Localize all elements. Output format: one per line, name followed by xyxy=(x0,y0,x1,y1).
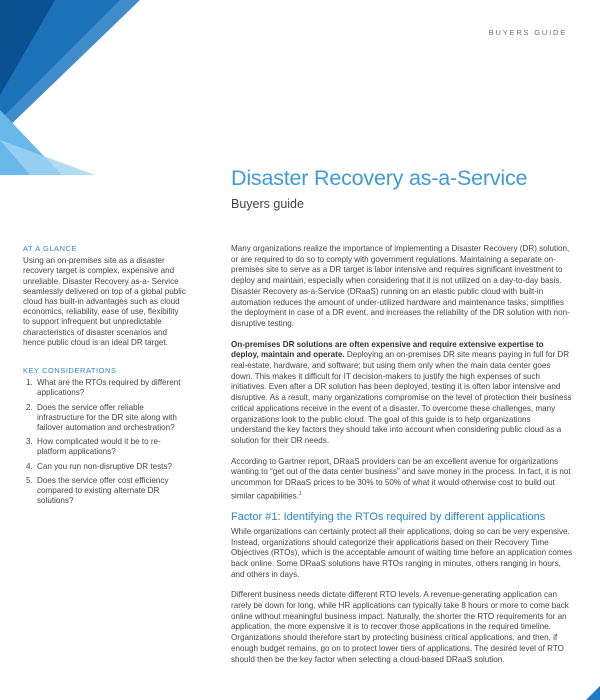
consideration-item: 1. What are the RTOs required by different applications? xyxy=(35,378,187,398)
considerations-list xyxy=(23,378,187,506)
consideration-item: 3. How complicated would it be to re-platform applications? xyxy=(35,437,187,457)
sidebar xyxy=(23,244,187,510)
main-content xyxy=(231,244,573,675)
gartner-body: According to Gartner report, DRaaS providers can be an excellent avenue for organizations wanting to “get out of the data center business” and save money in the process. In fact, it is not uncommon for DRaaS prices to be 30% to 50% of what it would otherwise cost to build out similar capabilities. xyxy=(231,456,571,501)
consideration-item: 4. Can you run non-disruptive DR tests? xyxy=(35,462,187,472)
onprem-paragraph xyxy=(231,340,573,447)
corner-triangle xyxy=(586,686,600,700)
onprem-lead: On-premises DR solutions are often expensive and require extensive expertise to deploy, maintain and operate. xyxy=(231,339,544,360)
rto-paragraph: Different business needs dictate different RTO levels. A revenue-generating application can rarely be down for long, while HR applications can typically take 8 hours or more to come back online without meaningful business impact. Naturally, the shorter the RTO requirements for an application, the more expensive it is to recover those applications in the required timeline. Organizations should therefore start by protecting business critical applications, and then, if enough budget remains, go on to protect lower tiers of applications. The desired level of RTO should then be the key factor when selecting a cloud-based DRaaS solution. xyxy=(231,590,569,664)
page-title: Disaster Recovery as-a-Service xyxy=(231,166,528,190)
consideration-item: 2. Does the service offer reliable infrastructure for the DR site along with failover automation and orchestration? xyxy=(35,403,187,434)
intro-paragraph: Many organizations realize the importance of implementing a Disaster Recovery (DR) solution, or are required to do so to comply with government regulations. Maintaining a separate on-premises site to serve as a DR target is labor intensive and requires significant investment to deploy and maintain, especially when considering that it is not utilized on a day-to-day basis. Disaster Recovery as-a-Service (DRaaS) running on an elastic public cloud with built-in automation reduces the amount of under-utilized hardware and maintenance tasks, simplifies the deployment in case of a DR event, and increases the reliability of the DR solution with non-disruptive testing. xyxy=(231,244,570,328)
gartner-paragraph xyxy=(231,457,573,503)
decorative-triangles xyxy=(0,0,150,175)
glance-heading: AT A GLANCE xyxy=(23,244,77,253)
considerations-heading: KEY CONSIDERATIONS xyxy=(23,366,117,376)
consideration-item: 5. Does the service offer cost efficiency compared to existing alternate DR solutions? xyxy=(35,476,187,507)
factor1-heading: Factor #1: Identifying the RTOs required by different applications xyxy=(231,511,546,524)
factor1-paragraph: While organizations can certainly protect all their applications, doing so can be very expensive. Instead, organizations should categorize their applications based on their Recovery Time Objectives (RTOs), which is the acceptable amount of waiting time before an application comes back online. Some DRaaS solutions have RTOs ranging in minutes, others ranging in hours, and others in days. xyxy=(231,526,573,579)
glance-text: Using an on-premises site as a disaster recovery target is complex, expensive and unreliable. Disaster Recovery as-a- Service seamlessly delivered on top of a global public cloud has built-in advantages such as cloud economics, reliability, ease of use, flexibility to support infrequent but unpredictable characteristics of disaster scenarios and hence public cloud is an ideal DR target. xyxy=(23,256,186,347)
footnote-ref: 1 xyxy=(298,490,302,497)
onprem-body: Deploying an on-premises DR site means paying in full for DR real-estate, hardware, and software; but using them only when the main data center goes down. This makes it difficult for IT decision-makers to justify the high expenses of such initiatives. Even after a DR solution has been deployed, testing it is often labor intensive and disruptive. As a result, many organizations compromise on the level of protection their business critical applications receive in the event of a disaster. To overcome these challenges, many organizations look to the public cloud. The goal of this guide is to help organizations understand the key factors they should take into account when considering public cloud as a solution for their DR needs. xyxy=(231,350,572,445)
page-subtitle: Buyers guide xyxy=(231,197,304,211)
document-type-tag: BUYERS GUIDE xyxy=(488,28,567,37)
